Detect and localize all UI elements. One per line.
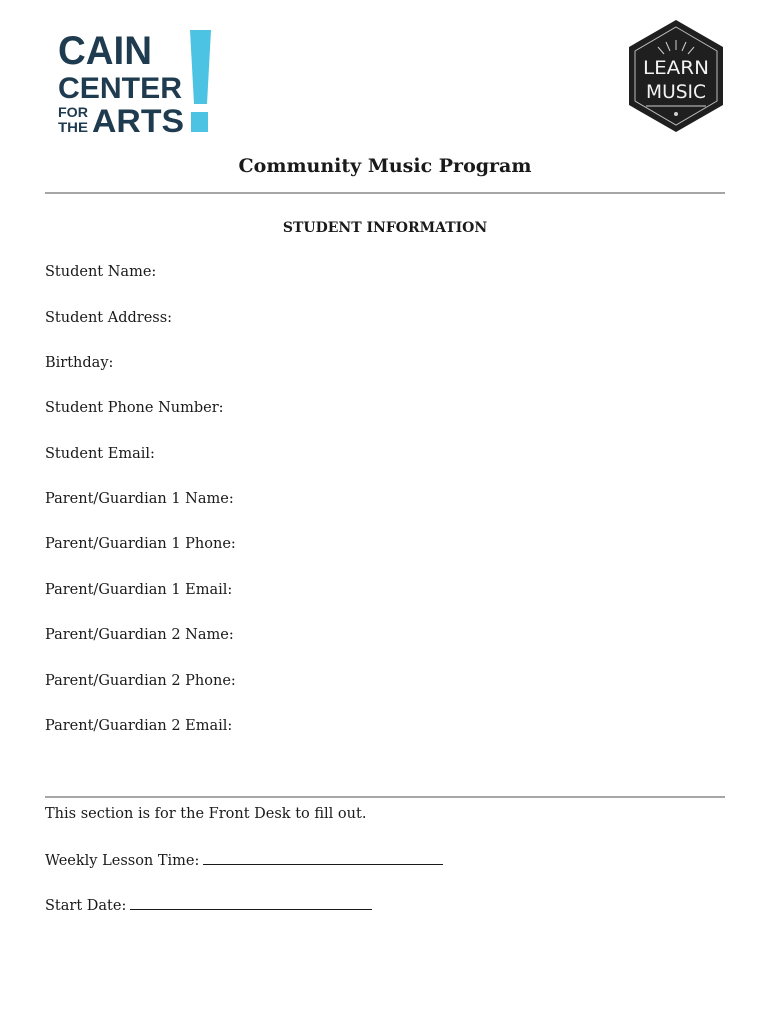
cain-center-logo (58, 28, 213, 134)
start-date-blank[interactable] (130, 895, 372, 910)
field-student-address: Student Address: (45, 310, 173, 326)
weekly-lesson-time-blank[interactable] (203, 850, 443, 865)
field-guardian2-phone: Parent/Guardian 2 Phone: (45, 673, 236, 689)
field-guardian2-email: Parent/Guardian 2 Email: (45, 718, 233, 734)
page-title: Community Music Program (238, 155, 532, 177)
star-ornament-icon (674, 112, 678, 116)
field-guardian1-email: Parent/Guardian 1 Email: (45, 582, 233, 598)
field-student-name: Student Name: (45, 264, 157, 280)
cain-logo-line3a: FOR (58, 104, 88, 120)
learn-music-logo (626, 18, 726, 134)
learn-logo-line1: LEARN (643, 57, 709, 79)
start-date-row (45, 895, 372, 914)
exclamation-bar-icon (190, 30, 211, 104)
exclamation-dot-icon (191, 112, 208, 132)
field-guardian1-name: Parent/Guardian 1 Name: (45, 491, 234, 507)
divider-top (45, 192, 725, 194)
field-guardian2-name: Parent/Guardian 2 Name: (45, 627, 234, 643)
student-info-heading: STUDENT INFORMATION (282, 220, 488, 236)
cain-logo-line3b: THE (58, 119, 88, 134)
field-student-phone: Student Phone Number: (45, 400, 224, 416)
front-desk-note: This section is for the Front Desk to fill out. (45, 806, 367, 822)
field-guardian1-phone: Parent/Guardian 1 Phone: (45, 536, 236, 552)
cain-logo-line2: CENTER (58, 72, 183, 105)
weekly-lesson-time-row (45, 850, 443, 869)
field-birthday: Birthday: (45, 355, 114, 371)
weekly-lesson-time-label: Weekly Lesson Time: (45, 853, 200, 869)
start-date-label: Start Date: (45, 898, 127, 914)
divider-front-desk (45, 796, 725, 798)
cain-logo-line1: CAIN (58, 29, 152, 73)
cain-logo-line3c: ARTS (92, 103, 184, 134)
field-student-email: Student Email: (45, 446, 155, 462)
learn-logo-line2: MUSIC (646, 81, 706, 103)
